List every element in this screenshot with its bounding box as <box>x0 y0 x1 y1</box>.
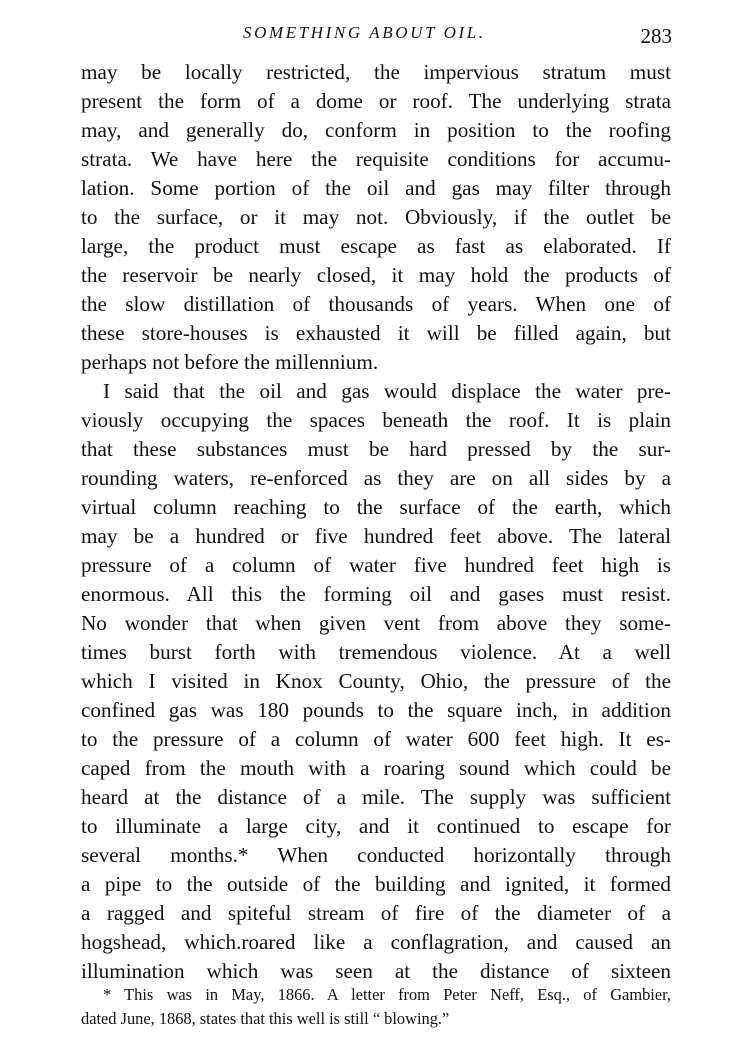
text-line: I said that the oil and gas would displace the water pre- <box>103 379 671 403</box>
text-line: the reservoir be nearly closed, it may hold the products of <box>81 263 671 287</box>
text-line: to the surface, or it may not. Obviously, if the outlet be <box>81 205 671 229</box>
footnote-line: dated June, 1868, states that this well is still “ blowing.” <box>81 1009 450 1028</box>
text-line: pressure of a column of water five hundred feet high is <box>81 553 671 577</box>
running-title: SOMETHING ABOUT OIL. <box>243 23 486 42</box>
footnote-line: * This was in May, 1866. A letter from Peter Neff, Esq., of Gambier, <box>103 985 671 1004</box>
text-line: virtual column reaching to the surface of the earth, which <box>81 495 671 519</box>
text-line: strata. We have here the requisite conditions for accumu- <box>81 147 671 171</box>
text-line: which I visited in Knox County, Ohio, the pressure of the <box>81 669 671 693</box>
text-line: perhaps not before the millennium. <box>81 350 379 374</box>
text-line: No wonder that when given vent from above they some- <box>81 611 671 635</box>
body-text <box>81 58 671 986</box>
text-line: may be locally restricted, the impervious stratum must <box>81 60 671 84</box>
text-line: times burst forth with tremendous violence. At a well <box>81 640 671 664</box>
text-line: these store-houses is exhausted it will be filled again, but <box>81 321 671 345</box>
text-line: a pipe to the outside of the building and ignited, it formed <box>81 872 671 896</box>
text-line: may be a hundred or five hundred feet above. The lateral <box>81 524 671 548</box>
page-number: 283 <box>640 24 672 48</box>
text-line: hogshead, which.roared like a conflagration, and caused an <box>81 930 671 954</box>
text-line: viously occupying the spaces beneath the roof. It is plain <box>81 408 671 432</box>
text-line: the slow distillation of thousands of years. When one of <box>81 292 671 316</box>
text-line: to the pressure of a column of water 600 feet high. It es- <box>81 727 671 751</box>
footnote <box>81 983 671 1031</box>
text-line: present the form of a dome or roof. The underlying strata <box>81 89 671 113</box>
text-line: to illuminate a large city, and it continued to escape for <box>81 814 671 838</box>
text-line: several months.* When conducted horizontally through <box>81 843 671 867</box>
text-line: large, the product must escape as fast as elaborated. If <box>81 234 671 258</box>
text-line: lation. Some portion of the oil and gas may filter through <box>81 176 671 200</box>
text-line: confined gas was 180 pounds to the square inch, in addition <box>81 698 671 722</box>
text-line: that these substances must be hard pressed by the sur- <box>81 437 671 461</box>
running-head <box>0 20 750 50</box>
text-line: caped from the mouth with a roaring sound which could be <box>81 756 671 780</box>
text-line: enormous. All this the forming oil and gases must resist. <box>81 582 671 606</box>
text-line: a ragged and spiteful stream of fire of the diameter of a <box>81 901 671 925</box>
text-line: heard at the distance of a mile. The supply was sufficient <box>81 785 671 809</box>
text-line: rounding waters, re-enforced as they are on all sides by a <box>81 466 671 490</box>
text-line: may, and generally do, conform in position to the roofing <box>81 118 671 142</box>
text-line: illumination which was seen at the distance of sixteen <box>81 959 671 983</box>
